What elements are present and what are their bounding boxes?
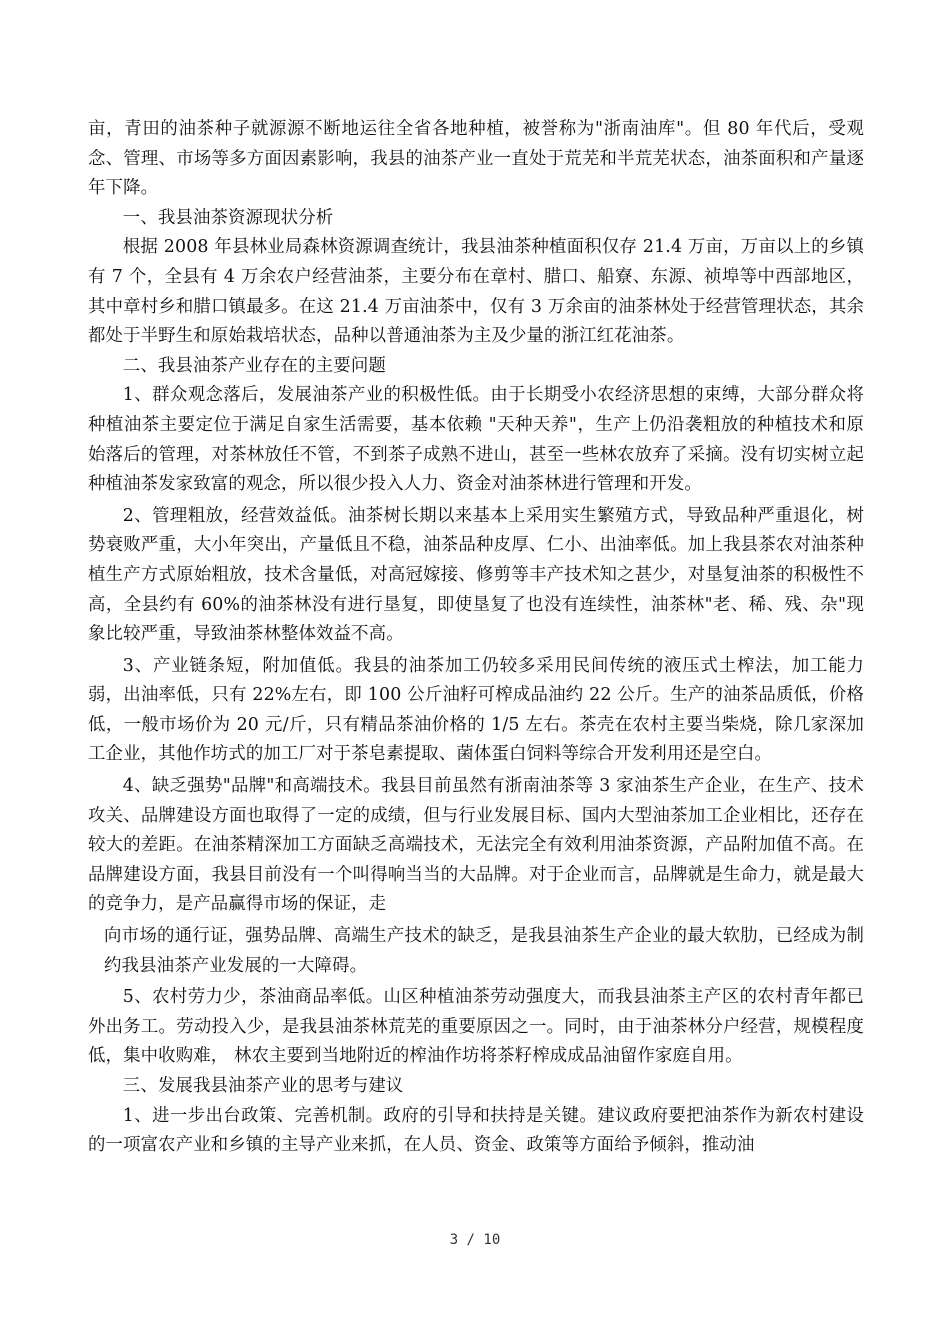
paragraph-problem-2: 2、管理粗放，经营效益低。油茶树长期以来基本上采用实生繁殖方式，导致品种严重退化，树势衰败严重，大小年突出，产量低且不稳，油茶品种皮厚、仁小、出油率低。加上我县茶农对油茶种植生产方式原始粗放，技术含量低，对高冠嫁接、修剪等丰产技术知之甚少，对垦复油茶的积极性不高，全县约有 60%的油茶林没有进行垦复，即使垦复了也没有连续性，油茶林"老、稀、残、杂"现象比较严重，导致油茶林整体效益不高。 [88, 505, 864, 645]
paragraph-resource-survey: 根据 2008 年县林业局森林资源调查统计，我县油茶种植面积仅存 21.4 万亩，万亩以上的乡镇有 7 个，全县有 4 万余农户经营油茶，主要分布在章村、腊口、船寮、东源、祯埠等中西部地区，其中章村乡和腊口镇最多。在这 21.4 万亩油茶中，仅有 3 万余亩的油茶林处于经营管理状态，其余都处于半野生和原始栽培状态，品种以普通油茶为主及少量的浙江红花油茶。 [88, 237, 864, 347]
paragraph-problem-1: 1、群众观念落后，发展油茶产业的积极性低。由于长期受小农经济思想的束缚，大部分群众将种植油茶主要定位于满足自家生活需要，基本依赖 "天种天养"，生产上仍沿袭粗放的种植技术和原始落后的管理，对茶林放任不管，不到茶子成熟不进山，甚至一些林农放弃了采摘。没有切实树立起种植油茶发家致富的观念，所以很少投入人力、资金对油茶林进行管理和开发。 [88, 385, 864, 495]
section-heading-main-problems: 二、我县油茶产业存在的主要问题 [122, 355, 386, 376]
paragraph-problem-4: 4、缺乏强势"品牌"和高端技术。我县目前虽然有浙南油茶等 3 家油茶生产企业，在生产、技术攻关、品牌建设方面也取得了一定的成绩，但与行业发展目标、国内大型油茶加工企业相比，还存在较大的差距。在油茶精深加工方面缺乏高端技术，无法完全有效利用油茶资源，产品附加值不高。在品牌建设方面，我县目前没有一个叫得响当当的大品牌。对于企业而言，品牌就是生命力，就是最大的竞争力，是产品赢得市场的保证，走 [88, 776, 864, 915]
section-heading-suggestions: 三、发展我县油茶产业的思考与建议 [122, 1076, 404, 1096]
page-number: 3 / 10 [449, 1232, 501, 1248]
paragraph-problem-3: 3、产业链条短，附加值低。我县的油茶加工仍较多采用民间传统的液压式土榨法，加工能力弱，出油率低，只有 22%左右，即 100 公斤油籽可榨成品油约 22 公斤。生产的油茶品质低，价格低，一般市场价为 20 元/斤，只有精品茶油价格的 1/5 左右。茶壳在农村主要当柴烧，除几家深加工企业，其他作坊式的加工厂对于茶皂素提取、菌体蛋白饲料等综合开发利用还是空白。 [88, 655, 864, 765]
paragraph-problem-4-continued: 向市场的通行证，强势品牌、高端生产技术的缺乏，是我县油茶生产企业的最大软肋，已经成为制约我县油茶产业发展的一大障碍。 [104, 926, 864, 976]
paragraph-intro-continuation: 亩，青田的油茶种子就源源不断地运往全省各地种植，被誉称为"浙南油库"。但 80 年代后，受观念、管理、市场等多方面因素影响，我县的油茶产业一直处于荒芜和半荒芜状态，油茶面积和产量逐年下降。 [88, 119, 864, 199]
paragraph-suggestion-1: 1、进一步出台政策、完善机制。政府的引导和扶持是关键。建议政府要把油茶作为新农村建设的一项富农产业和乡镇的主导产业来抓，在人员、资金、政策等方面给予倾斜，推动油 [88, 1105, 864, 1156]
section-heading-resource-status: 一、我县油茶资源现状分析 [122, 207, 334, 228]
paragraph-problem-5: 5、农村劳力少，茶油商品率低。山区种植油茶劳动强度大，而我县油茶主产区的农村青年都已外出务工。劳动投入少，是我县油茶林荒芜的重要原因之一。同时，由于油茶林分户经营，规模程度低，集中收购难， 林农主要到当地附近的榨油作坊将茶籽榨成成品油留作家庭自用。 [88, 987, 864, 1067]
document-page [88, 115, 864, 1161]
